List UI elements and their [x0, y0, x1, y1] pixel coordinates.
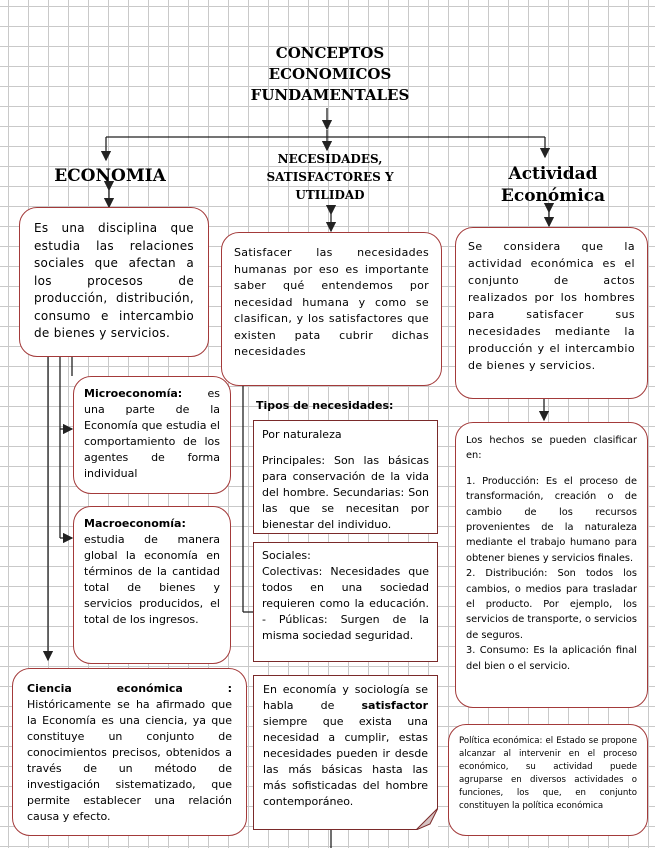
- microeconomia-label: Microeconomía:: [84, 387, 183, 400]
- naturaleza-box: [253, 420, 438, 534]
- microeconomia-text: [84, 386, 220, 482]
- necesidades-definition-box: [221, 232, 442, 386]
- economia-definition-box: [19, 207, 209, 357]
- ciencia-economica-text: Históricamente se ha afirmado que la Economía es una ciencia, ya que constituye un conjunto de conocimientos precisos, obtenidos a través de un método de investigación sistematizado, que permite establecer una relación causa y efecto.: [27, 698, 232, 823]
- main-title-line: ECONOMICOS: [268, 65, 392, 83]
- satisfactor-pre: En economía y sociología se habla de: [263, 683, 428, 712]
- sociales-title: Sociales:: [262, 549, 311, 562]
- ciencia-economica-label: Ciencia económica :: [27, 682, 232, 695]
- necesidades-title-line: NECESIDADES,: [277, 152, 383, 166]
- main-title: [230, 43, 430, 106]
- politica-economica-text: Política económica: el Estado se propone alcanzar al intervenir en el proceso económico, su actividad puede agruparse en diversos actividades o funciones, los que, en conjunto constituyen la política económica: [459, 736, 637, 811]
- sociales-text: Colectivas: Necesidades que todos en una sociedad requieren como la educación. - Públicas: Surgen de la misma sociedad seguridad.: [262, 565, 429, 642]
- actividad-definition-box: [455, 227, 648, 399]
- microeconomia-description: es una parte de la Economía que estudia el comportamiento de los agentes de forma individual: [84, 387, 220, 480]
- hechos-intro: Los hechos se pueden clasificar en:: [466, 435, 637, 462]
- sociales-box: [253, 542, 438, 662]
- macroeconomia-box: [73, 506, 231, 664]
- hechos-produccion: 1. Producción: Es el proceso de transformación, creación o de cambio de los recursos provenientes de la naturaleza mediante el trabajo humano para obtener bienes y servicios finales.: [466, 475, 637, 564]
- actividad-title-line: Económica: [500, 186, 606, 206]
- hechos-distribucion: 2. Distribución: Son todos los cambios, o medios para trasladar el producto. Por ejemplo, los servicios de transporte, o servicios de seguros.: [466, 568, 637, 641]
- main-title-line: FUNDAMENTALES: [250, 86, 410, 104]
- economia-title: ECONOMIA: [54, 166, 166, 186]
- microeconomia-box: [73, 376, 231, 494]
- satisfactor-bold: satisfactor: [361, 699, 428, 712]
- actividad-title: [478, 163, 628, 207]
- necesidades-title-line: SATISFACTORES Y: [266, 170, 394, 184]
- satisfactor-post: siempre que exista una necesidad a cumplir, estas necesidades pueden ir desde las más básicas hasta las más sofisticadas del hombre contemporáneo.: [263, 715, 428, 808]
- actividad-definition: Se considera que la actividad económica es el conjunto de actos realizados por los hombres para satisfacer sus necesidades mediante la producción y el intercambio de bienes y servicios.: [468, 240, 635, 372]
- tipos-necesidades-label: Tipos de necesidades:: [256, 399, 394, 412]
- necesidades-definition: Satisfacer las necesidades humanas por eso es importante saber qué entendemos por necesidad humana y como se clasifican, y los satisfactores que existen pata cubrir dichas necesidades: [234, 246, 429, 358]
- hechos-consumo: 3. Consumo: Es la aplicación final del bien o el servicio.: [466, 645, 637, 672]
- satisfactor-text: [263, 682, 428, 810]
- macroeconomia-text: [84, 516, 220, 628]
- naturaleza-title: Por naturaleza: [262, 428, 342, 441]
- page-curl-icon: [416, 808, 438, 830]
- actividad-title-line: Actividad: [508, 164, 598, 184]
- necesidades-title-line: UTILIDAD: [295, 188, 365, 202]
- economia-definition: Es una disciplina que estudia las relaciones sociales que afectan a los procesos de producción, distribución, consumo e intercambio de bienes y servicios.: [34, 221, 194, 340]
- main-title-line: CONCEPTOS: [275, 44, 385, 62]
- satisfactor-box: [253, 675, 438, 830]
- macroeconomia-description: estudia de manera global la economía en términos de la cantidad total de bienes y servicios producidos, el total de los ingresos.: [84, 533, 220, 626]
- naturaleza-text: Principales: Son las básicas para conservación de la vida del hombre. Secundarias: Son las que se necesitan por bienestar del individuo.: [262, 454, 429, 531]
- macroeconomia-label: Macroeconomía:: [84, 517, 186, 530]
- necesidades-title: [250, 150, 410, 204]
- politica-economica-box: [448, 724, 648, 836]
- ciencia-economica-box: [12, 668, 247, 836]
- hechos-box: [455, 422, 648, 708]
